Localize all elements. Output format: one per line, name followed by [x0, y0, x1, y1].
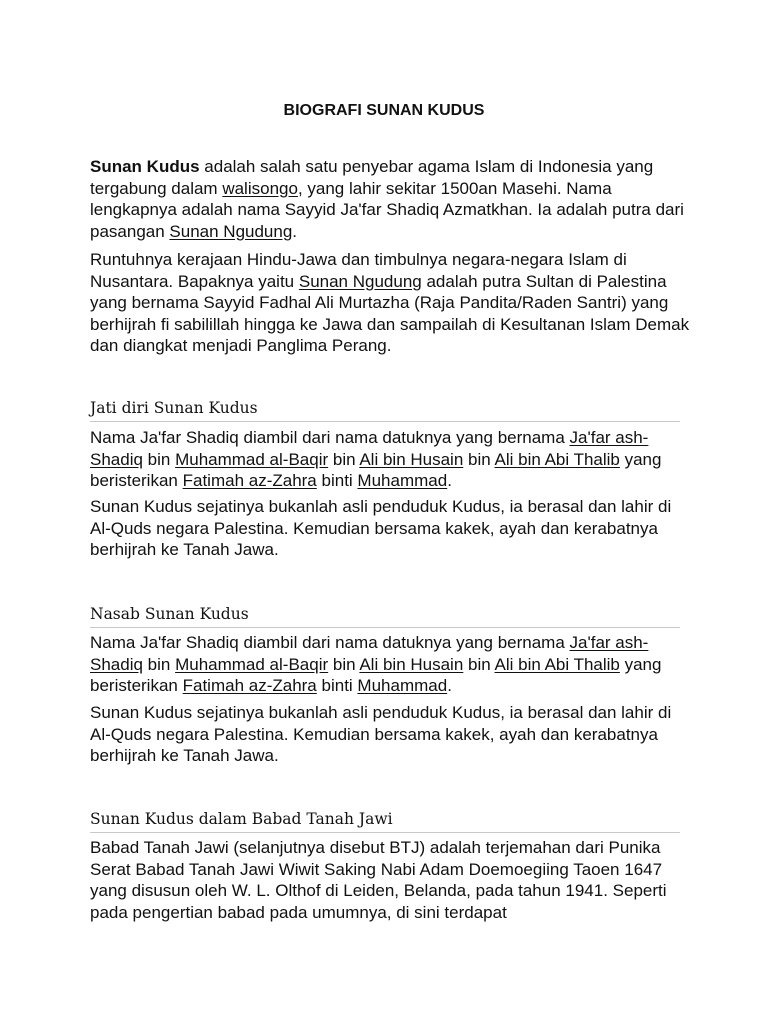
lineage-paragraph: Nama Ja'far Shadiq diambil dari nama datuknya yang bernama Ja'far ash-Shadiq bin Muhammad al-Baqir bin Ali bin Husain bin Ali bin Abi Thalib yang beristerikan Fatimah az-Zahra binti Muhammad. [90, 633, 662, 695]
link-muhammad-al-baqir[interactable]: Muhammad al-Baqir [175, 449, 329, 469]
section-heading: Jati diri Sunan Kudus [90, 398, 680, 422]
section-heading: Nasab Sunan Kudus [90, 604, 680, 628]
link-ali-bin-abi-thalib[interactable]: Ali bin Abi Thalib [494, 654, 620, 674]
document-title: BIOGRAFI SUNAN KUDUS [283, 102, 485, 119]
origin-paragraph: Sunan Kudus sejatinya bukanlah asli penduduk Kudus, ia berasal dan lahir di Al-Quds negara Palestina. Kemudian bersama kakek, ayah dan kerabatnya berhijrah ke Tanah Jawa. [90, 497, 672, 559]
link-fatimah-az-zahra[interactable]: Fatimah az-Zahra [182, 676, 317, 695]
link-ali-bin-abi-thalib[interactable]: Ali bin Abi Thalib [494, 449, 620, 469]
link-sunan-ngudung[interactable]: Sunan Ngudung [298, 271, 422, 291]
link-muhammad[interactable]: Muhammad [357, 676, 448, 695]
intro-paragraph: Sunan Kudus adalah salah satu penyebar agama Islam di Indonesia yang tergabung dalam walisongo, yang lahir sekitar 1500an Masehi. Nama lengkapnya adalah nama Sayyid Ja'far Shadiq Azmatkhan. Ia adalah putra dari pasangan Sunan Ngudung. [90, 157, 684, 241]
history-paragraph: Runtuhnya kerajaan Hindu-Jawa dan timbulnya negara-negara Islam di Nusantara. Bapaknya yaitu Sunan Ngudung adalah putra Sultan di Palestina yang bernama Sayyid Fadhal Ali Murtazha (Raja Pandita/Raden Santri) yang berhijrah fi sabilillah hingga ke Jawa dan sampailah di Kesultanan Islam Demak dan diangkat menjadi Panglima Perang. [90, 250, 690, 355]
link-fatimah-az-zahra[interactable]: Fatimah az-Zahra [182, 471, 317, 490]
link-walisongo[interactable]: walisongo [222, 178, 298, 198]
link-ali-bin-husain[interactable]: Ali bin Husain [359, 654, 464, 674]
link-muhammad[interactable]: Muhammad [357, 471, 448, 490]
link-muhammad-al-baqir[interactable]: Muhammad al-Baqir [175, 654, 329, 674]
bold-name: Sunan Kudus [90, 157, 200, 176]
origin-paragraph: Sunan Kudus sejatinya bukanlah asli penduduk Kudus, ia berasal dan lahir di Al-Quds negara Palestina. Kemudian bersama kakek, ayah dan kerabatnya berhijrah ke Tanah Jawa. [90, 703, 672, 765]
section-heading: Sunan Kudus dalam Babad Tanah Jawi [90, 809, 680, 833]
lineage-paragraph: Nama Ja'far Shadiq diambil dari nama datuknya yang bernama Ja'far ash-Shadiq bin Muhammad al-Baqir bin Ali bin Husain bin Ali bin Abi Thalib yang beristerikan Fatimah az-Zahra binti Muhammad. [90, 428, 662, 490]
link-jafar-ash-shadiq[interactable]: Ja'far ash-Shadiq [90, 633, 649, 674]
babad-paragraph: Babad Tanah Jawi (selanjutnya disebut BTJ) adalah terjemahan dari Punika Serat Babad Tanah Jawi Wiwit Saking Nabi Adam Doemoegiing Taoen 1647 yang disusun oleh W. L. Olthof di Leiden, Belanda, pada tahun 1941. Seperti pada pengertian babad pada umumnya, di sini terdapat [90, 838, 667, 922]
link-jafar-ash-shadiq[interactable]: Ja'far ash-Shadiq [90, 428, 649, 469]
link-ali-bin-husain[interactable]: Ali bin Husain [359, 449, 464, 469]
link-sunan-ngudung[interactable]: Sunan Ngudung [169, 221, 293, 241]
